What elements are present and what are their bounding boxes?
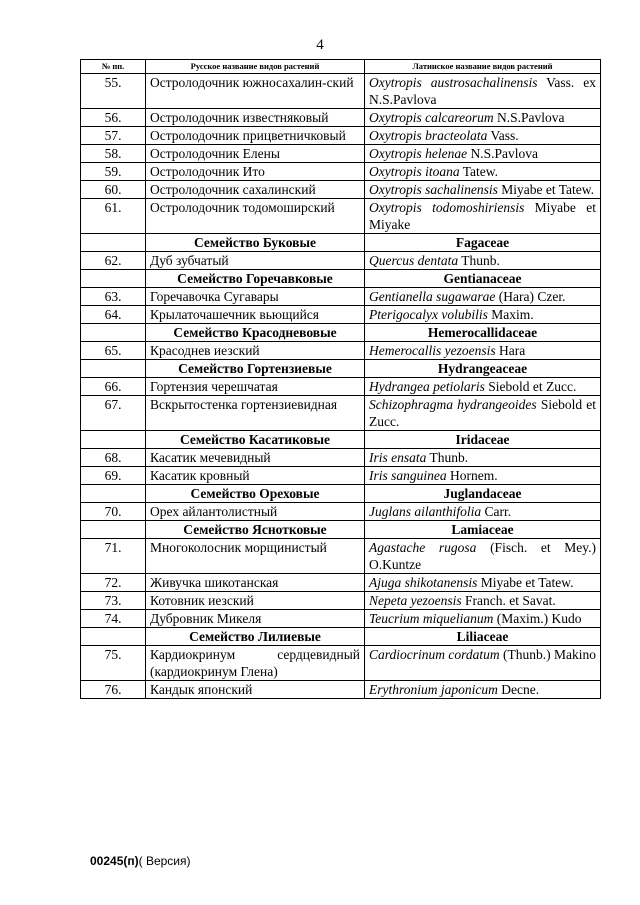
species-number: 74. — [81, 610, 146, 628]
family-latin-name: Lamiaceae — [365, 521, 601, 539]
species-row — [81, 181, 601, 199]
species-row — [81, 109, 601, 127]
species-row — [81, 74, 601, 109]
species-author: Miyabe et Tatew. — [497, 182, 595, 197]
species-latin-cell — [365, 574, 601, 592]
species-russian-name: Крылаточашечник вьющийся — [146, 306, 365, 324]
species-number: 75. — [81, 646, 146, 681]
species-latin-cell — [365, 342, 601, 360]
species-latin-cell — [365, 109, 601, 127]
species-row — [81, 306, 601, 324]
family-number-cell — [81, 521, 146, 539]
species-latin-cell — [365, 74, 601, 109]
family-row — [81, 485, 601, 503]
family-russian-name: Семейство Гортензиевые — [146, 360, 365, 378]
species-number: 68. — [81, 449, 146, 467]
species-number: 61. — [81, 199, 146, 234]
species-russian-name: Живучка шикотанская — [146, 574, 365, 592]
species-number: 69. — [81, 467, 146, 485]
species-author: N.S.Pavlova — [467, 146, 538, 161]
family-number-cell — [81, 431, 146, 449]
family-row — [81, 628, 601, 646]
species-author: N.S.Pavlova — [493, 110, 565, 125]
species-row — [81, 378, 601, 396]
species-number: 70. — [81, 503, 146, 521]
species-author: Decne. — [497, 682, 540, 697]
species-latin-name: Nepeta yezoensis — [369, 593, 462, 608]
species-latin-name: Ajuga shikotanensis — [369, 575, 478, 590]
family-number-cell — [81, 270, 146, 288]
species-latin-cell — [365, 306, 601, 324]
species-number: 60. — [81, 181, 146, 199]
species-number: 72. — [81, 574, 146, 592]
species-latin-name: Iris sanguinea — [369, 468, 447, 483]
species-author: Miyabe et Tatew. — [477, 575, 574, 590]
species-author: (Hara) Czer. — [495, 289, 566, 304]
species-number: 67. — [81, 396, 146, 431]
header-latin-name: Латинское название видов растений — [365, 60, 601, 74]
species-author: Vass. ex N.S.Pavlova — [369, 75, 596, 107]
species-latin-cell — [365, 396, 601, 431]
family-russian-name: Семейство Касатиковые — [146, 431, 365, 449]
family-russian-name: Семейство Ореховые — [146, 485, 365, 503]
species-russian-name: Касатик кровный — [146, 467, 365, 485]
family-row — [81, 521, 601, 539]
species-latin-name: Oxytropis helenae — [369, 146, 468, 161]
species-latin-name: Teucrium miquelianum — [369, 611, 494, 626]
family-latin-name: Juglandaceae — [365, 485, 601, 503]
species-row — [81, 252, 601, 270]
species-latin-name: Gentianella sugawarae — [369, 289, 496, 304]
species-row — [81, 539, 601, 574]
family-row — [81, 270, 601, 288]
species-russian-name: Вскрытостенка гортензиевидная — [146, 396, 365, 431]
species-russian-name: Дубровник Микеля — [146, 610, 365, 628]
species-number: 59. — [81, 163, 146, 181]
header-russian-name: Русское название видов растений — [146, 60, 365, 74]
species-row — [81, 681, 601, 699]
document-version: ( Версия) — [138, 854, 191, 868]
species-latin-name: Oxytropis bracteolata — [369, 128, 488, 143]
family-latin-name: Fagaceae — [365, 234, 601, 252]
species-latin-cell — [365, 288, 601, 306]
footer — [90, 854, 191, 868]
species-latin-name: Oxytropis itoana — [369, 164, 460, 179]
species-russian-name: Остролодочник известняковый — [146, 109, 365, 127]
species-latin-name: Cardiocrinum cordatum — [369, 647, 500, 662]
species-russian-name: Кардиокринум сердцевидный (кардиокринум Глена) — [146, 646, 365, 681]
species-russian-name: Горечавочка Сугавары — [146, 288, 365, 306]
species-author: Thunb. — [458, 253, 500, 268]
family-latin-name: Iridaceae — [365, 431, 601, 449]
species-author: Vass. — [487, 128, 519, 143]
species-latin-name: Agastache rugosa — [369, 540, 477, 555]
family-russian-name: Семейство Буковые — [146, 234, 365, 252]
species-row — [81, 396, 601, 431]
page-number: 4 — [316, 37, 324, 53]
species-russian-name: Котовник иезский — [146, 592, 365, 610]
species-russian-name: Остролодочник тодомоширский — [146, 199, 365, 234]
document-code: 00245(п) — [90, 854, 139, 868]
species-number: 62. — [81, 252, 146, 270]
species-russian-name: Остролодочник сахалинский — [146, 181, 365, 199]
species-author: Siebold et Zucc. — [484, 379, 577, 394]
species-author: Tatew. — [459, 164, 499, 179]
species-row — [81, 646, 601, 681]
family-number-cell — [81, 360, 146, 378]
species-row — [81, 449, 601, 467]
species-number: 66. — [81, 378, 146, 396]
species-author: Carr. — [481, 504, 512, 519]
species-row — [81, 199, 601, 234]
species-number: 56. — [81, 109, 146, 127]
species-row — [81, 288, 601, 306]
family-number-cell — [81, 485, 146, 503]
species-russian-name: Остролодочник Елены — [146, 145, 365, 163]
species-russian-name: Кандык японский — [146, 681, 365, 699]
species-latin-name: Juglans ailanthifolia — [369, 504, 482, 519]
species-latin-cell — [365, 539, 601, 574]
family-row — [81, 234, 601, 252]
species-russian-name: Гортензия черешчатая — [146, 378, 365, 396]
species-number: 58. — [81, 145, 146, 163]
species-latin-name: Quercus dentata — [369, 253, 459, 268]
family-russian-name: Семейство Горечавковые — [146, 270, 365, 288]
species-row — [81, 127, 601, 145]
species-latin-name: Iris ensata — [369, 450, 427, 465]
species-row — [81, 592, 601, 610]
species-latin-name: Pterigocalyx volubilis — [369, 307, 488, 322]
species-number: 73. — [81, 592, 146, 610]
species-russian-name: Дуб зубчатый — [146, 252, 365, 270]
species-row — [81, 574, 601, 592]
species-number: 63. — [81, 288, 146, 306]
species-author: (Thunb.) Makino — [499, 647, 596, 662]
species-row — [81, 145, 601, 163]
species-latin-cell — [365, 610, 601, 628]
species-author: Maxim. — [487, 307, 534, 322]
family-latin-name: Gentianaceae — [365, 270, 601, 288]
species-russian-name: Остролодочник прицветничковый — [146, 127, 365, 145]
species-author: (Fisch. et Mey.) O.Kuntze — [369, 540, 596, 572]
species-latin-cell — [365, 646, 601, 681]
species-latin-name: Hydrangea petiolaris — [369, 379, 485, 394]
species-latin-cell — [365, 503, 601, 521]
species-latin-name: Hemerocallis yezoensis — [369, 343, 496, 358]
family-latin-name: Hemerocallidaceae — [365, 324, 601, 342]
species-number: 55. — [81, 74, 146, 109]
family-row — [81, 360, 601, 378]
species-number: 65. — [81, 342, 146, 360]
species-latin-name: Erythronium japonicum — [369, 682, 498, 697]
family-row — [81, 431, 601, 449]
species-number: 64. — [81, 306, 146, 324]
species-latin-cell — [365, 199, 601, 234]
table-header-row — [81, 60, 601, 74]
species-row — [81, 610, 601, 628]
species-number: 57. — [81, 127, 146, 145]
family-row — [81, 324, 601, 342]
species-latin-name: Schizophragma hydrangeoides — [369, 397, 537, 412]
species-latin-name: Oxytropis todomoshiriensis — [369, 200, 525, 215]
species-author: Thunb. — [426, 450, 469, 465]
family-latin-name: Hydrangeaceae — [365, 360, 601, 378]
species-table — [80, 59, 601, 699]
species-latin-name: Oxytropis sachalinensis — [369, 182, 498, 197]
species-latin-cell — [365, 181, 601, 199]
species-latin-cell — [365, 127, 601, 145]
species-row — [81, 503, 601, 521]
family-number-cell — [81, 234, 146, 252]
species-latin-cell — [365, 467, 601, 485]
table-body — [81, 74, 601, 699]
species-russian-name: Орех айлантолистный — [146, 503, 365, 521]
family-number-cell — [81, 324, 146, 342]
species-number: 71. — [81, 539, 146, 574]
species-author: Miyabe et Miyake — [369, 200, 597, 232]
species-russian-name: Остролодочник Ито — [146, 163, 365, 181]
species-latin-cell — [365, 681, 601, 699]
species-author: Franch. et Savat. — [461, 593, 556, 608]
species-number: 76. — [81, 681, 146, 699]
header-number: № пп. — [81, 60, 146, 74]
species-row — [81, 467, 601, 485]
species-latin-name: Oxytropis austrosachalinensis — [369, 75, 538, 90]
family-russian-name: Семейство Лилиевые — [146, 628, 365, 646]
species-row — [81, 163, 601, 181]
species-row — [81, 342, 601, 360]
species-author: Hara — [495, 343, 526, 358]
family-russian-name: Семейство Яснотковые — [146, 521, 365, 539]
species-latin-cell — [365, 592, 601, 610]
species-author: Hornem. — [446, 468, 498, 483]
family-latin-name: Liliaceae — [365, 628, 601, 646]
species-russian-name: Красоднев иезский — [146, 342, 365, 360]
species-author: (Maxim.) Kudo — [493, 611, 582, 626]
species-russian-name: Остролодочник южносахалин-ский — [146, 74, 365, 109]
species-latin-cell — [365, 163, 601, 181]
species-russian-name: Многоколосник морщинистый — [146, 539, 365, 574]
species-latin-cell — [365, 145, 601, 163]
family-russian-name: Семейство Красодневовые — [146, 324, 365, 342]
species-latin-cell — [365, 252, 601, 270]
family-number-cell — [81, 628, 146, 646]
species-latin-name: Oxytropis calcareorum — [369, 110, 494, 125]
species-latin-cell — [365, 449, 601, 467]
species-latin-cell — [365, 378, 601, 396]
species-author: Siebold et Zucc. — [369, 397, 596, 429]
species-russian-name: Касатик мечевидный — [146, 449, 365, 467]
